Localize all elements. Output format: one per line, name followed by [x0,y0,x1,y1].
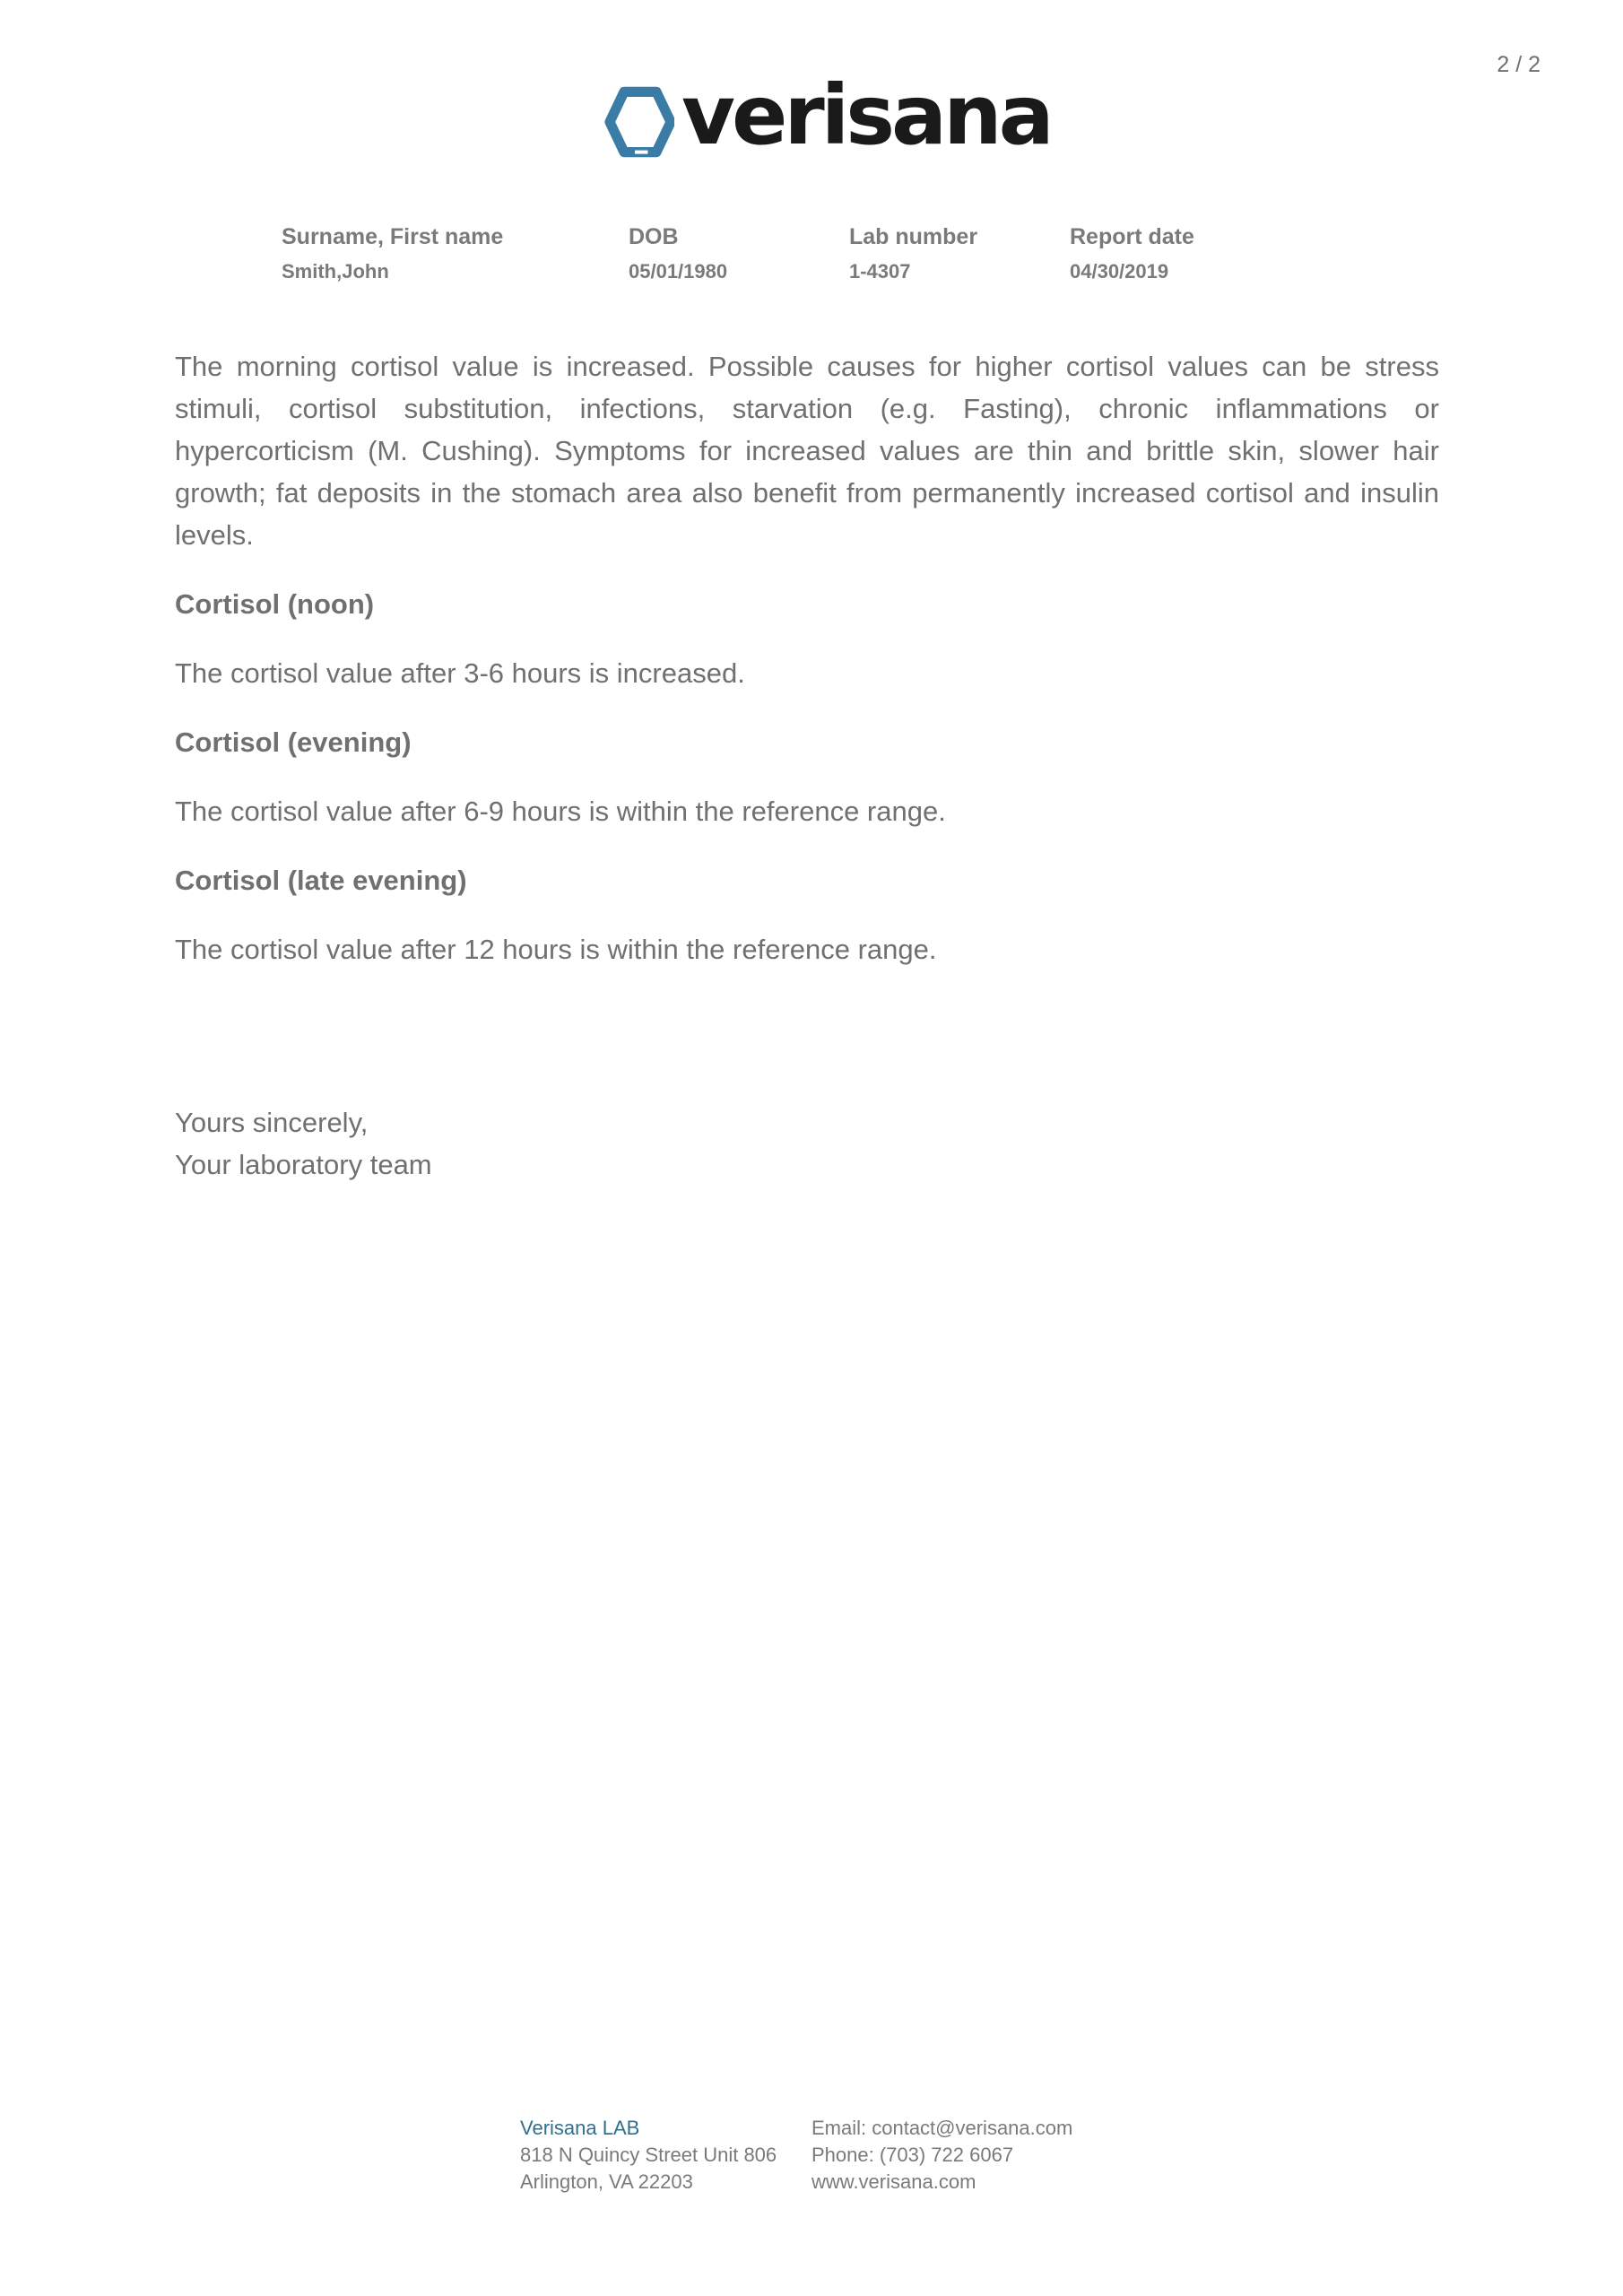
logo-wordmark: verisana [681,67,1051,163]
closing-salutation: Yours sincerely, [175,1107,369,1138]
page-number: 2 / 2 [1497,52,1541,77]
footer-phone: Phone: (703) 722 6067 [812,2144,1014,2166]
report-date-label: Report date [1070,224,1194,249]
footer-website: www.verisana.com [812,2170,976,2193]
lab-number-label: Lab number [849,224,978,249]
section-heading-evening: Cortisol (evening) [175,726,412,758]
report-date-value: 04/30/2019 [1070,260,1169,283]
footer-address-line1: 818 N Quincy Street Unit 806 [520,2144,777,2166]
dob-label: DOB [629,224,679,249]
section-text-noon: The cortisol value after 3-6 hours is increased. [175,657,745,689]
footer-company-name: Verisana LAB [520,2117,640,2139]
lab-number-value: 1-4307 [849,260,911,283]
section-text-late-evening: The cortisol value after 12 hours is within the reference range. [175,934,937,965]
morning-cortisol-paragraph: The morning cortisol value is increased. Possible causes for higher cortisol values can be stress stimuli, cortisol substitution, infections, starvation (e.g. Fasting), chronic inflammations or hypercorticism (M. Cushing). Symptoms for increased values are thin and brittle skin, slower hair growth; fat deposits in the stomach area also benefit from permanently increased cortisol and insulin levels. [175,351,1439,551]
patient-name-column [282,224,503,283]
dob-value: 05/01/1980 [629,260,728,283]
report-body [175,345,1439,997]
section-text-evening: The cortisol value after 6-9 hours is within the reference range. [175,796,946,827]
section-heading-noon: Cortisol (noon) [175,588,375,620]
closing-team: Your laboratory team [175,1149,432,1180]
dob-column [629,224,727,283]
footer-address-line2: Arlington, VA 22203 [520,2170,693,2193]
report-date-column [1070,224,1194,283]
footer-email: Email: contact@verisana.com [812,2117,1073,2139]
footer-address [520,2115,777,2196]
section-heading-late-evening: Cortisol (late evening) [175,865,467,896]
verisana-logo [603,67,1051,165]
closing-signature [175,1101,432,1186]
footer-contact [812,2115,1072,2196]
patient-name-label: Surname, First name [282,224,504,249]
patient-name-value: Smith,John [282,260,389,283]
hexagon-logo-icon [603,86,674,158]
lab-number-column [849,224,977,283]
